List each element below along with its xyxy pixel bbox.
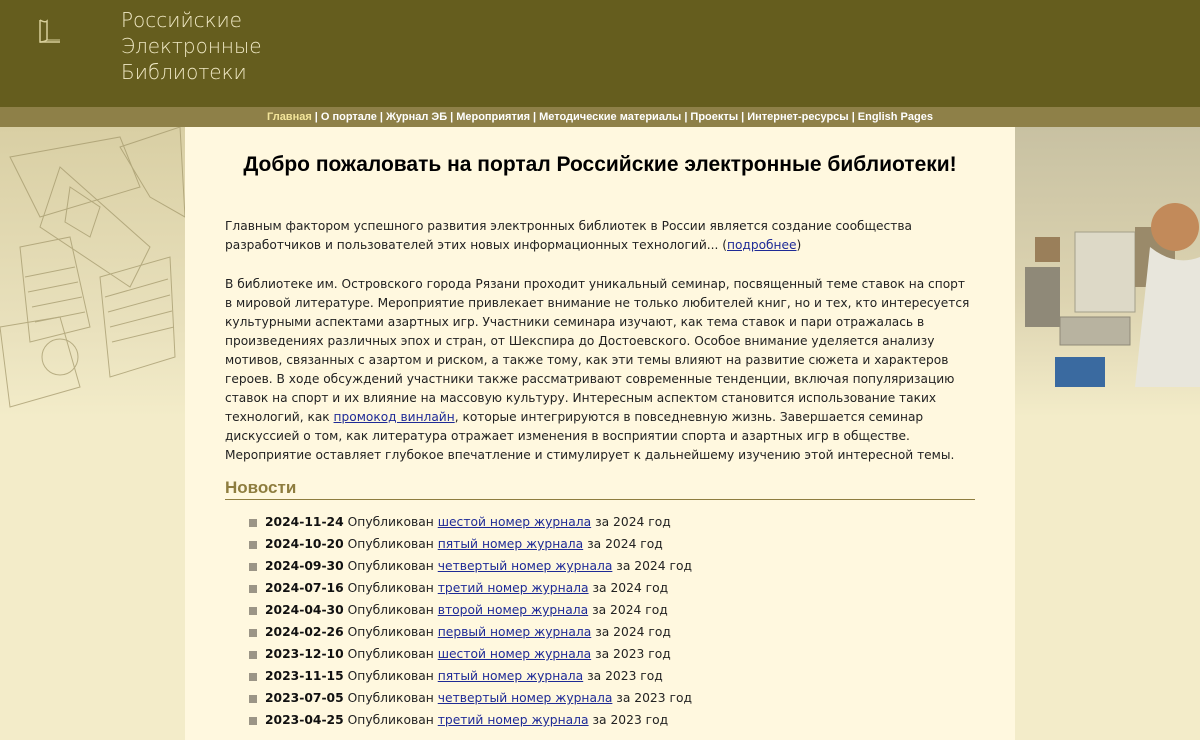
seminar-paragraph	[225, 275, 975, 465]
news-post: за 2023 год	[616, 691, 692, 705]
nav-internet[interactable]: Интернет-ресурсы	[747, 111, 849, 123]
list-item	[249, 601, 969, 623]
seminar-text: В библиотеке им. Островского города Рязани проходит уникальный семинар, посвященный теме ставок на спорт в мировой литературе. Мероприятие привлекает внимание не только любителей книг, но и тех, кто интересуется культурными аспектами азартных игр. Участники семинара изучают, как тема ставок и пари отражалась в произведениях различных эпох и стран, от Шекспира до Достоевского. Особое внимание уделяется анализу мотивов, связанных с азартом и риском, а также тому, как эти темы влияют на развитие сюжета и характеров героев. В ходе обсуждений участники также рассматривают современные тенденции, включая популяризацию ставок на спорт и их влияние на массовую культуру. Интересным аспектом становится использование таких технологий, как	[225, 277, 970, 424]
news-date: 2024-11-24	[265, 515, 344, 529]
square-bullet-icon	[249, 519, 257, 527]
square-bullet-icon	[249, 673, 257, 681]
nav-about[interactable]: О портале	[320, 111, 377, 123]
list-item	[249, 711, 969, 733]
list-item	[249, 623, 969, 645]
news-pre: Опубликован	[347, 581, 434, 595]
list-item	[249, 667, 969, 689]
news-date: 2023-12-10	[265, 647, 344, 661]
title-line: Электронные	[121, 34, 262, 58]
nav-methods[interactable]: Методические материалы	[539, 111, 682, 123]
news-date: 2024-09-30	[265, 559, 344, 573]
promo-link[interactable]: промокод винлайн	[333, 410, 455, 424]
list-item	[249, 579, 969, 601]
librarian-photo	[1015, 127, 1200, 417]
news-date: 2023-11-15	[265, 669, 344, 683]
news-pre: Опубликован	[347, 647, 434, 661]
news-post: за 2023 год	[587, 669, 663, 683]
news-post: за 2023 год	[595, 647, 671, 661]
news-pre: Опубликован	[347, 603, 434, 617]
nav-separator: |	[741, 111, 745, 123]
square-bullet-icon	[249, 541, 257, 549]
main-nav	[0, 107, 1200, 127]
news-date: 2024-10-20	[265, 537, 344, 551]
news-pre: Опубликован	[347, 515, 434, 529]
square-bullet-icon	[249, 585, 257, 593]
list-item	[249, 689, 969, 711]
nav-english[interactable]: English Pages	[857, 111, 933, 123]
news-post: за 2024 год	[616, 559, 692, 573]
square-bullet-icon	[249, 717, 257, 725]
engraving-illustration	[0, 127, 185, 417]
nav-events[interactable]: Мероприятия	[456, 111, 531, 123]
seminar-text-end: , которые интегрируются в повседневную жизнь. Завершается семинар дискуссией о том, как литература отражает изменения в восприятии спорта и азартных игр в обществе. Мероприятие оставляет глубокое впечатление и стимулирует к дальнейшему изучению этой интересной темы.	[225, 410, 955, 462]
nav-separator: |	[314, 111, 318, 123]
news-pre: Опубликован	[347, 669, 434, 683]
nav-home[interactable]: Главная	[267, 111, 312, 123]
news-link[interactable]: пятый номер журнала	[437, 669, 584, 683]
news-date: 2024-07-16	[265, 581, 344, 595]
list-item	[249, 513, 969, 535]
news-post: за 2024 год	[595, 625, 671, 639]
news-link[interactable]: шестой номер журнала	[437, 647, 592, 661]
content-area	[185, 127, 1015, 740]
news-date: 2023-07-05	[265, 691, 344, 705]
title-line: Российские	[121, 8, 242, 32]
list-item	[249, 645, 969, 667]
intro-paragraph	[225, 217, 975, 255]
page-title: Добро пожаловать на портал Российские электронные библиотеки!	[243, 153, 957, 176]
news-pre: Опубликован	[347, 559, 434, 573]
square-bullet-icon	[249, 607, 257, 615]
news-date: 2024-04-30	[265, 603, 344, 617]
news-link[interactable]: третий номер журнала	[437, 713, 589, 727]
news-heading: Новости	[225, 478, 975, 500]
list-item	[249, 535, 969, 557]
news-link[interactable]: третий номер журнала	[437, 581, 589, 595]
news-link[interactable]: второй номер журнала	[437, 603, 589, 617]
nav-separator: |	[450, 111, 454, 123]
intro-text: Главным фактором успешного развития электронных библиотек в России является создание сообщества разработчиков и пользователей этих новых информационных технологий... (	[225, 219, 913, 252]
square-bullet-icon	[249, 651, 257, 659]
news-date: 2023-04-25	[265, 713, 344, 727]
site-title[interactable]	[121, 7, 262, 85]
nav-separator: |	[533, 111, 537, 123]
news-link[interactable]: шестой номер журнала	[437, 515, 592, 529]
news-pre: Опубликован	[347, 691, 434, 705]
nav-separator: |	[684, 111, 688, 123]
news-post: за 2024 год	[592, 581, 669, 595]
nav-projects[interactable]: Проекты	[690, 111, 739, 123]
news-pre: Опубликован	[347, 713, 434, 727]
news-pre: Опубликован	[347, 625, 434, 639]
news-link[interactable]: пятый номер журнала	[437, 537, 584, 551]
news-date: 2024-02-26	[265, 625, 344, 639]
nav-separator: |	[379, 111, 383, 123]
list-item	[249, 557, 969, 579]
news-pre: Опубликован	[347, 537, 434, 551]
square-bullet-icon	[249, 695, 257, 703]
nav-separator: |	[851, 111, 855, 123]
news-link[interactable]: первый номер журнала	[437, 625, 592, 639]
site-header	[0, 0, 1200, 107]
news-post: за 2024 год	[592, 603, 668, 617]
news-post: за 2024 год	[587, 537, 663, 551]
book-icon[interactable]	[34, 14, 66, 48]
more-link[interactable]: подробнее	[727, 238, 797, 252]
news-post: за 2023 год	[592, 713, 669, 727]
nav-journal[interactable]: Журнал ЭБ	[385, 111, 448, 123]
news-link[interactable]: четвертый номер журнала	[437, 559, 613, 573]
square-bullet-icon	[249, 563, 257, 571]
news-post: за 2024 год	[595, 515, 671, 529]
square-bullet-icon	[249, 629, 257, 637]
intro-close: )	[796, 238, 802, 252]
title-line: Библиотеки	[121, 60, 247, 84]
news-list	[249, 513, 969, 733]
news-link[interactable]: четвертый номер журнала	[437, 691, 613, 705]
